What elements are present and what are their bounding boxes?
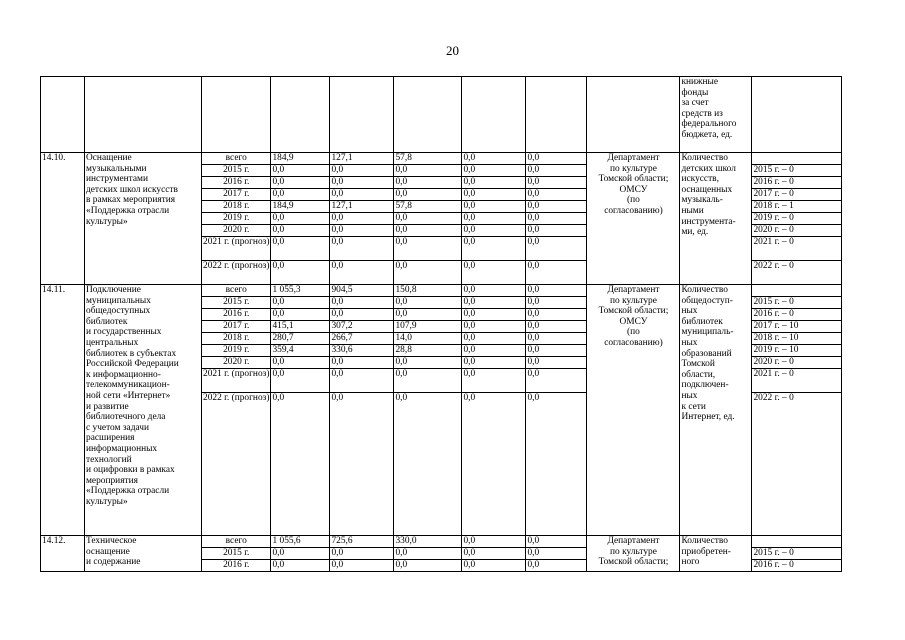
other-value: 0,0	[526, 345, 587, 357]
item-name-line: ной сети «Интернет»	[86, 390, 171, 401]
year-cell: 2016 г.	[202, 309, 271, 321]
local-value: 0,0	[462, 333, 526, 345]
result-value: 2021 г. – 0	[752, 369, 842, 393]
result-value	[752, 536, 842, 548]
item-number: 14.12.	[41, 536, 85, 572]
other-value: 0,0	[526, 165, 587, 177]
total-value: 359,4	[271, 345, 330, 357]
other-value: 0,0	[526, 333, 587, 345]
indicator-line: общедоступ-	[681, 295, 733, 306]
federal-value: 127,1	[330, 153, 394, 165]
indicator-line: Количество	[681, 153, 728, 163]
item-name-line: и содержание	[86, 557, 141, 568]
federal-value: 330,6	[330, 345, 394, 357]
local-value: 0,0	[462, 560, 526, 572]
total-value: 415,1	[271, 321, 330, 333]
item-name-line: Оснащение	[86, 153, 132, 163]
local-value: 0,0	[462, 189, 526, 201]
indicator-line: Количество	[681, 536, 728, 546]
total-value: 1 055,6	[271, 536, 330, 548]
regional-value: 0,0	[394, 177, 462, 189]
year-cell: 2019 г.	[202, 345, 271, 357]
item-name-line: библиотек в субъектах	[86, 348, 177, 359]
indicator-line: фонды	[681, 87, 709, 98]
item-name-line: Российской Федерации	[86, 359, 179, 370]
other-value: 0,0	[526, 297, 587, 309]
federal-value: 0,0	[330, 357, 394, 369]
item-name-line: общедоступных	[86, 306, 151, 317]
year-cell: 2021 г. (прогноз)	[202, 237, 271, 261]
regional-value: 0,0	[394, 225, 462, 237]
federal-value: 0,0	[330, 225, 394, 237]
regional-value: 0,0	[394, 261, 462, 285]
other-value: 0,0	[526, 285, 587, 297]
item-name-line: информационных	[86, 443, 158, 454]
year-cell: 2016 г.	[202, 177, 271, 189]
result-value: 2018 г. – 1	[752, 201, 842, 213]
indicator-cell	[680, 153, 752, 285]
result-value: 2022 г. – 0	[752, 261, 842, 285]
item-name-line: мероприятия	[86, 475, 138, 486]
other-value: 0,0	[526, 369, 587, 393]
year-cell: 2015 г.	[202, 548, 271, 560]
total-value: 0,0	[271, 369, 330, 393]
regional-value: 0,0	[394, 357, 462, 369]
federal-value: 0,0	[330, 548, 394, 560]
local-value: 0,0	[462, 369, 526, 393]
federal-value: 0,0	[330, 297, 394, 309]
other-value: 0,0	[526, 548, 587, 560]
indicator-line: муниципаль-	[681, 327, 734, 338]
item-name-line: библиотек	[86, 316, 128, 327]
executor-line: Томской области;	[598, 306, 669, 317]
other-value: 0,0	[526, 536, 587, 548]
federal-value: 0,0	[330, 237, 394, 261]
indicator-line: ных	[681, 337, 698, 348]
indicator-line: Томской	[681, 359, 715, 370]
result-value: 2017 г. – 10	[752, 321, 842, 333]
local-value: 0,0	[462, 285, 526, 297]
total-value: 0,0	[271, 225, 330, 237]
year-cell: 2016 г.	[202, 560, 271, 572]
federal-value: 0,0	[330, 393, 394, 536]
other-value: 0,0	[526, 261, 587, 285]
indicator-line: за счет	[681, 98, 709, 109]
regional-value: 0,0	[394, 165, 462, 177]
other-value: 0,0	[526, 357, 587, 369]
total-value: 0,0	[271, 309, 330, 321]
result-value: 2017 г. – 0	[752, 189, 842, 201]
item-name-line: оснащение	[86, 546, 130, 557]
regional-value: 0,0	[394, 369, 462, 393]
other-value: 0,0	[526, 237, 587, 261]
indicator-line: ного	[681, 557, 700, 568]
item-name-line: «Поддержка отрасли	[86, 486, 170, 497]
local-value: 0,0	[462, 548, 526, 560]
table-cell	[41, 77, 85, 153]
executor-line: Томской области;	[598, 557, 669, 568]
item-name-line: телекоммуникацион-	[86, 380, 170, 391]
indicator-cell	[680, 536, 752, 572]
federal-value: 0,0	[330, 189, 394, 201]
local-value: 0,0	[462, 165, 526, 177]
executor-line: Департамент	[607, 285, 660, 295]
year-cell: 2019 г.	[202, 213, 271, 225]
local-value: 0,0	[462, 321, 526, 333]
indicator-line: ными	[681, 205, 704, 216]
table-cell	[752, 77, 842, 153]
year-cell: 2020 г.	[202, 225, 271, 237]
regional-value: 150,8	[394, 285, 462, 297]
federal-value: 904,5	[330, 285, 394, 297]
executor-line: согласованию)	[604, 205, 663, 216]
indicator-line: оснащенных	[681, 184, 733, 195]
regional-value: 0,0	[394, 560, 462, 572]
item-name-cell	[85, 285, 202, 536]
regional-value: 0,0	[394, 213, 462, 225]
item-name-line: библиотечного дела	[86, 412, 166, 423]
regional-value: 28,8	[394, 345, 462, 357]
federal-value: 0,0	[330, 177, 394, 189]
executor-line: по культуре	[610, 163, 657, 174]
table-cell	[271, 77, 330, 153]
local-value: 0,0	[462, 153, 526, 165]
item-number: 14.10.	[41, 153, 85, 285]
federal-value: 307,2	[330, 321, 394, 333]
item-name-cell	[85, 153, 202, 285]
year-cell: 2015 г.	[202, 165, 271, 177]
item-name-line: «Поддержка отрасли	[86, 205, 170, 216]
table-cell	[394, 77, 462, 153]
executor-cell	[587, 536, 680, 572]
local-value: 0,0	[462, 213, 526, 225]
year-cell: 2021 г. (прогноз)	[202, 369, 271, 393]
item-name-line: Подключение	[86, 285, 141, 295]
local-value: 0,0	[462, 237, 526, 261]
year-cell: 2017 г.	[202, 189, 271, 201]
indicator-line: искусств,	[681, 174, 719, 185]
other-value: 0,0	[526, 393, 587, 536]
total-value: 184,9	[271, 201, 330, 213]
result-value: 2019 г. – 10	[752, 345, 842, 357]
total-value: 1 055,3	[271, 285, 330, 297]
regional-value: 0,0	[394, 297, 462, 309]
indicator-line: детских школ	[681, 163, 736, 174]
local-value: 0,0	[462, 309, 526, 321]
local-value: 0,0	[462, 297, 526, 309]
regional-value: 107,9	[394, 321, 462, 333]
total-value: 0,0	[271, 357, 330, 369]
table-row-continuation	[41, 77, 842, 153]
indicator-line: инструмента-	[681, 216, 736, 227]
regional-value: 57,8	[394, 201, 462, 213]
item-name-cell	[85, 536, 202, 572]
item-name-line: с учетом задачи	[86, 422, 149, 433]
regional-value: 0,0	[394, 237, 462, 261]
executor-line: (по	[627, 195, 640, 206]
regional-value: 57,8	[394, 153, 462, 165]
indicator-line: федерального	[681, 119, 737, 130]
regional-value: 330,0	[394, 536, 462, 548]
year-cell: 2017 г.	[202, 321, 271, 333]
executor-line: ОМСУ	[619, 316, 648, 327]
year-cell: всего	[202, 536, 271, 548]
total-value: 0,0	[271, 393, 330, 536]
result-value: 2015 г. – 0	[752, 165, 842, 177]
local-value: 0,0	[462, 201, 526, 213]
item-name-line: технологий	[86, 454, 132, 465]
other-value: 0,0	[526, 321, 587, 333]
item-name-line: к информационно-	[86, 369, 161, 380]
federal-value: 266,7	[330, 333, 394, 345]
item-name-line: и оцифровки в рамках	[86, 465, 175, 476]
item-number: 14.11.	[41, 285, 85, 536]
item-name-line: музыкальными	[86, 163, 147, 174]
year-cell: всего	[202, 285, 271, 297]
result-value: 2020 г. – 0	[752, 357, 842, 369]
other-value: 0,0	[526, 225, 587, 237]
item-name-line: культуры»	[86, 216, 128, 227]
federal-value: 0,0	[330, 309, 394, 321]
indicator-line: области,	[681, 369, 716, 380]
result-value: 2016 г. – 0	[752, 177, 842, 189]
local-value: 0,0	[462, 177, 526, 189]
table-cell	[526, 77, 587, 153]
local-value: 0,0	[462, 345, 526, 357]
result-value: 2015 г. – 0	[752, 548, 842, 560]
page-number: 20	[446, 43, 459, 58]
item-name-line: детских школ искусств	[86, 184, 178, 195]
result-value: 2021 г. – 0	[752, 237, 842, 261]
other-value: 0,0	[526, 201, 587, 213]
total-value: 0,0	[271, 261, 330, 285]
executor-line: Департамент	[607, 536, 660, 546]
table-cell	[462, 77, 526, 153]
total-value: 280,7	[271, 333, 330, 345]
year-cell: 2022 г. (прогноз)	[202, 261, 271, 285]
item-name-line: культуры»	[86, 496, 128, 507]
item-name-line: центральных	[86, 337, 139, 348]
item-name-line: и развитие	[86, 401, 129, 412]
indicator-line: образований	[681, 348, 732, 359]
federal-value: 0,0	[330, 560, 394, 572]
total-value: 0,0	[271, 548, 330, 560]
federal-value: 0,0	[330, 213, 394, 225]
table-cell	[202, 77, 271, 153]
other-value: 0,0	[526, 560, 587, 572]
local-value: 0,0	[462, 261, 526, 285]
executor-line: (по	[627, 327, 640, 338]
indicator-line: к сети	[681, 401, 706, 412]
result-value: 2020 г. – 0	[752, 225, 842, 237]
other-value: 0,0	[526, 153, 587, 165]
indicator-line: бюджета, ед.	[681, 129, 733, 140]
year-cell: всего	[202, 153, 271, 165]
indicator-line: музыкаль-	[681, 195, 723, 206]
result-value	[752, 285, 842, 297]
federal-value: 725,6	[330, 536, 394, 548]
regional-value: 14,0	[394, 333, 462, 345]
regional-value: 0,0	[394, 309, 462, 321]
executor-line: ОМСУ	[619, 184, 648, 195]
federal-value: 0,0	[330, 261, 394, 285]
year-cell: 2015 г.	[202, 297, 271, 309]
table-row	[41, 536, 842, 548]
result-value: 2016 г. – 0	[752, 309, 842, 321]
year-cell: 2020 г.	[202, 357, 271, 369]
indicator-line: Интернет, ед.	[681, 412, 735, 423]
total-value: 0,0	[271, 297, 330, 309]
item-name-line: и государственных	[86, 327, 162, 338]
table-cell	[85, 77, 202, 153]
federal-value: 0,0	[330, 369, 394, 393]
indicator-line: книжные	[681, 77, 719, 87]
executor-cell	[587, 285, 680, 536]
item-name-line: Техническое	[86, 536, 137, 546]
result-value: 2022 г. – 0	[752, 393, 842, 536]
result-value: 2016 г. – 0	[752, 560, 842, 572]
indicator-cell	[680, 77, 752, 153]
executor-line: по культуре	[610, 295, 657, 306]
table-cell	[587, 77, 680, 153]
executor-line: согласованию)	[604, 337, 663, 348]
indicator-line: ных	[681, 306, 698, 317]
indicator-line: подключен-	[681, 380, 729, 391]
total-value: 184,9	[271, 153, 330, 165]
local-value: 0,0	[462, 357, 526, 369]
local-value: 0,0	[462, 225, 526, 237]
result-value: 2018 г. – 10	[752, 333, 842, 345]
total-value: 0,0	[271, 189, 330, 201]
other-value: 0,0	[526, 177, 587, 189]
table-row	[41, 285, 842, 297]
total-value: 0,0	[271, 177, 330, 189]
item-name-line: в рамках мероприятия	[86, 195, 176, 206]
other-value: 0,0	[526, 309, 587, 321]
year-cell: 2018 г.	[202, 201, 271, 213]
indicator-line: ми, ед.	[681, 227, 709, 238]
executor-line: Томской области;	[598, 174, 669, 185]
indicator-line: ных	[681, 390, 698, 401]
year-cell: 2018 г.	[202, 333, 271, 345]
indicator-line: библиотек	[681, 316, 723, 327]
regional-value: 0,0	[394, 393, 462, 536]
indicator-line: средств из	[681, 108, 723, 119]
total-value: 0,0	[271, 237, 330, 261]
item-name-line: инструментами	[86, 174, 148, 185]
table-row	[41, 153, 842, 165]
other-value: 0,0	[526, 189, 587, 201]
regional-value: 0,0	[394, 548, 462, 560]
regional-value: 0,0	[394, 189, 462, 201]
result-value: 2019 г. – 0	[752, 213, 842, 225]
indicator-line: приобретен-	[681, 546, 731, 557]
item-name-line: муниципальных	[86, 295, 151, 306]
other-value: 0,0	[526, 213, 587, 225]
executor-line: Департамент	[607, 153, 660, 163]
year-cell: 2022 г. (прогноз)	[202, 393, 271, 536]
item-name-line: расширения	[86, 433, 135, 444]
total-value: 0,0	[271, 165, 330, 177]
indicator-line: Количество	[681, 285, 728, 295]
total-value: 0,0	[271, 213, 330, 225]
total-value: 0,0	[271, 560, 330, 572]
executor-cell	[587, 153, 680, 285]
table-cell	[330, 77, 394, 153]
indicator-cell	[680, 285, 752, 536]
local-value: 0,0	[462, 393, 526, 536]
federal-value: 127,1	[330, 201, 394, 213]
executor-line: по культуре	[610, 546, 657, 557]
program-table	[40, 76, 842, 572]
federal-value: 0,0	[330, 165, 394, 177]
local-value: 0,0	[462, 536, 526, 548]
result-value: 2015 г. – 0	[752, 297, 842, 309]
result-value	[752, 153, 842, 165]
